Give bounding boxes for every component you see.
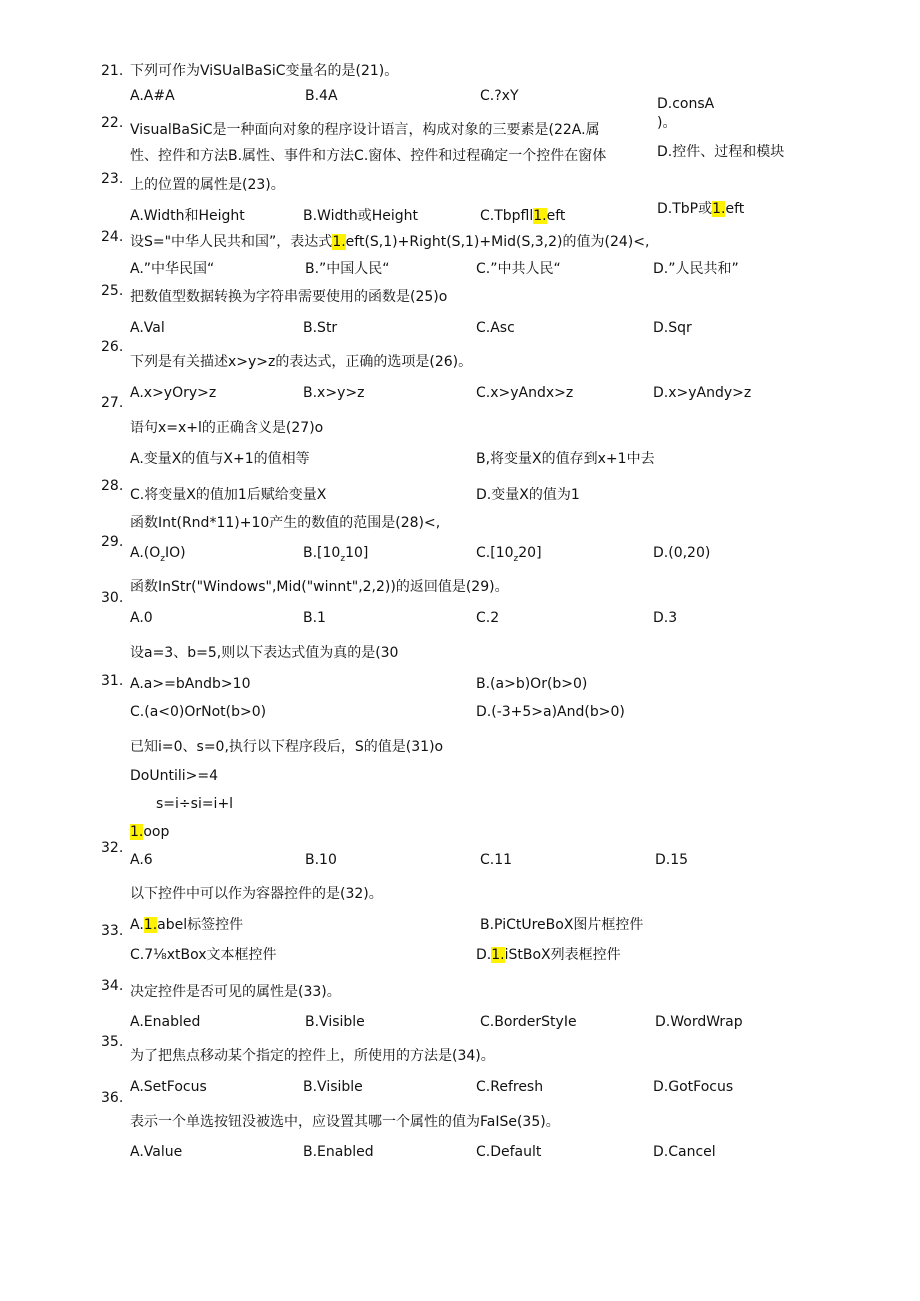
option-c: C.Refresh [476,1079,544,1095]
option-a: A.6 [130,852,153,868]
question-stem: 为了把焦点移动某个指定的控件上，所使用的方法是(34)。 [130,1048,495,1064]
question-number: 28. [101,478,124,494]
option-b: B.1 [303,610,326,626]
question-number: 33. [101,923,124,939]
option-c: $C.[10_z20]$ [476,545,542,564]
question-stem: VisualBaSiC是一种面向对象的程序设计语言，构成对象的三要素是(22A.属 [130,122,600,138]
option-a: A.Enabled [130,1014,201,1030]
option-b: B.Visible [303,1079,363,1095]
question-stem: 以下控件中可以作为容器控件的是(32)。 [130,886,383,902]
question-stem: 下列可作为ViSUalBaSiC变量名的是(21)。 [130,63,399,79]
option-b: B.(a>b)Or(b>0) [476,676,588,692]
question-stem: 已知i=0、s=0,执行以下程序段后，S的值是(31)o [130,739,444,755]
option-d: D.变量X的值为1 [476,487,580,503]
option-a: A.SetFocus [130,1079,207,1095]
highlight-mark: 1. [143,917,158,933]
option-a: A.0 [130,610,153,626]
option-a: A.a>=bAndb>10 [130,676,251,692]
question-number: 27. [101,395,124,411]
question-number: 30. [101,590,124,606]
highlight-mark: 1. [332,234,346,250]
option-c: C.11 [480,852,513,868]
question-number: 22. [101,115,124,131]
option-b: $B.[10_z10]$ [303,545,369,564]
option-d: D.TbP或1.eft [657,201,745,217]
question-stem: 语句x=x+l的正确含义是(27)o [130,420,324,436]
highlight-mark: 1. [491,947,505,963]
question-number: 35. [101,1034,124,1050]
question-number: 21. [101,63,124,79]
code-line: DoUntili>=4 [130,768,218,784]
question-number: 25. [101,283,124,299]
question-number: 24. [101,229,124,245]
question-stem: 把数值型数据转换为字符串需要使用的函数是(25)o [130,289,448,305]
highlight-mark: 1. [712,201,726,217]
option-c: C.2 [476,610,500,626]
code-line: 1.oop [130,824,170,840]
option-d: D.consA [657,96,715,112]
option-b: B.Str [303,320,338,336]
option-d-tail: )。 [657,115,677,131]
option-a: A.Val [130,320,165,336]
question-stem: 设S="中华人民共和国”，表达式1.eft(S,1)+Right(S,1)+Mid(S,3,2)的值为(24)<, [130,234,650,250]
option-c: C.x>yAndx>z [476,385,574,401]
option-c: C.BorderStyIe [480,1014,577,1030]
question-number: 23. [101,171,124,187]
option-d: D.Cancel [653,1144,716,1160]
option-b: B,将变量X的值存到x+1中去 [476,451,655,467]
option-a: A.1.abel标签控件 [130,917,244,933]
question-stem-cont: 性、控件和方法B.属性、事件和方法C.窗体、控件和过程确定一个控件在窗体 [130,148,607,164]
question-number: 34. [101,978,124,994]
option-b: B.Width或Height [303,208,419,224]
option-c: C.7⅛xtBox文本框控件 [130,947,277,963]
question-stem: 函数InStr("Windows",Mid("winnt",2,2))的返回值是(29)。 [130,579,509,595]
option-a: A.”中华民国“ [130,261,215,277]
option-c: C.Asc [476,320,515,336]
option-d: D.Sqr [653,320,692,336]
question-stem: 表示一个单选按钮没被选中，应设置其哪一个属性的值为FaISe(35)。 [130,1114,560,1130]
option-c: C.(a<0)OrNot(b>0) [130,704,267,720]
code-line: s=i÷si=i+l [156,796,234,812]
option-d: D.(-3+5>a)And(b>0) [476,704,625,720]
question-stem: 设a=3、b=5,则以下表达式值为真的是(30 [130,645,399,661]
option-d: D.x>yAndy>z [653,385,752,401]
option-b: B.4A [305,88,338,104]
option-c: C.Default [476,1144,542,1160]
option-b: B.Enabled [303,1144,374,1160]
question-number: 26. [101,339,124,355]
option-c: C.”中共人民“ [476,261,561,277]
option-a: $A.(O_zIO)$ [130,545,186,564]
option-c: C.?xY [480,88,519,104]
question-number: 29. [101,534,124,550]
option-a: A.Width和Height [130,208,245,224]
question-stem: 决定控件是否可见的属性是(33)。 [130,984,341,1000]
option-d: D.”人民共和” [653,261,739,277]
option-a: A.变量X的值与X+1的值相等 [130,451,310,467]
question-stem: 函数Int(Rnd*11)+10产生的数值的范围是(28)<, [130,515,441,531]
highlight-mark: 1. [533,208,547,224]
option-c: C.将变量X的值加1后赋给变量X [130,487,327,503]
question-stem: 下列是有关描述x>y>z的表达式，正确的选项是(26)。 [130,354,473,370]
option-d: D.GotFocus [653,1079,734,1095]
option-d: D.3 [653,610,678,626]
option-a: A.A#A [130,88,175,104]
question-number: 36. [101,1090,124,1106]
option-b: B.Visible [305,1014,365,1030]
option-d: D.1.iStBoX列表框控件 [476,947,621,963]
option-b: B.”中国人民“ [305,261,390,277]
option-b: B.10 [305,852,337,868]
question-stem: 上的位置的属性是(23)。 [130,177,285,193]
option-d: D.控件、过程和模块 [657,144,785,160]
option-b: B.x>y>z [303,385,365,401]
question-number: 32. [101,840,124,856]
option-d: D.15 [655,852,689,868]
question-number: 31. [101,673,124,689]
option-a: A.Value [130,1144,183,1160]
option-d: D.WordWrap [655,1014,743,1030]
option-d: D.(0,20) [653,545,711,561]
option-a: A.x>yOry>z [130,385,217,401]
option-b: B.PiCtUreBoX图片框控件 [480,917,644,933]
highlight-mark: 1. [130,824,144,840]
option-c: C.Tbpfll1.eft [480,208,566,224]
